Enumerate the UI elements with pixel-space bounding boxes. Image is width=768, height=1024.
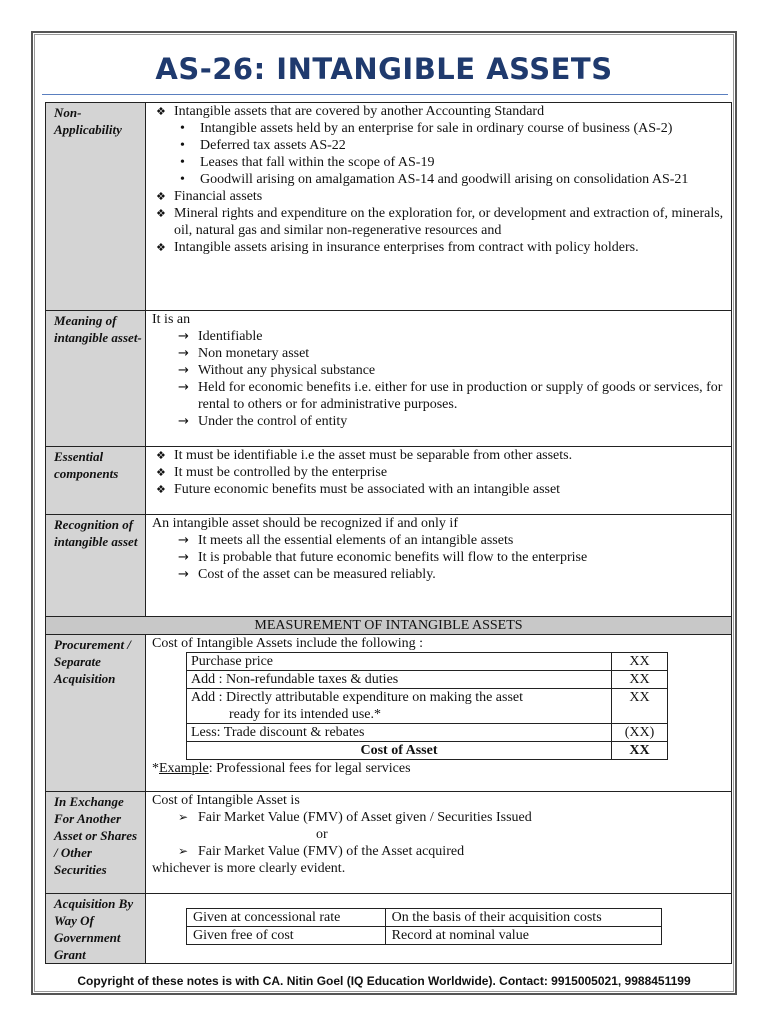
grant-table [186, 908, 662, 945]
recognition-intro: An intangible asset should be recognized if and only if [152, 516, 458, 531]
label-recognition: Recognition of intangible asset [46, 515, 146, 617]
list-item: ❖ Intangible assets arising in insurance enterprises from contract with policy holders. [152, 239, 727, 256]
row-meaning [46, 311, 732, 447]
example-prefix: * [152, 761, 159, 776]
label-meaning: Meaning of intangible asset- [46, 311, 146, 447]
list-item: • Intangible assets held by an enterprise for sale in ordinary course of business (AS-2) [152, 120, 727, 137]
content-procurement [146, 635, 732, 792]
cost-table [186, 652, 668, 760]
table-row [187, 689, 668, 724]
label-non-applicability: Non-Applicability [46, 103, 146, 311]
grant-cell: Record at nominal value [385, 927, 661, 945]
list-item: ➢ Fair Market Value (FMV) of the Asset acquired [152, 843, 727, 860]
cost-label: Add : Non-refundable taxes & duties [187, 671, 612, 689]
table-row [187, 671, 668, 689]
list-item: → Non monetary asset [152, 345, 727, 362]
list-item: ❖ Mineral rights and expenditure on the exploration for, or development and extraction of, minerals, oil, natural gas and similar non-regenerative resources and [152, 205, 727, 239]
list-item: ❖ Financial assets [152, 188, 727, 205]
exchange-intro: Cost of Intangible Asset is [152, 793, 300, 808]
content-meaning [146, 311, 732, 447]
grant-cell: On the basis of their acquisition costs [385, 909, 661, 927]
cost-label: Add : Directly attributable expenditure on making the asset [191, 690, 524, 705]
cost-label-continued: ready for its intended use.* [229, 707, 382, 722]
row-grant [46, 894, 732, 964]
list-item: → Cost of the asset can be measured reliably. [152, 566, 727, 583]
list-item: → It meets all the essential elements of an intangible assets [152, 532, 727, 549]
list-item: → Without any physical substance [152, 362, 727, 379]
section-heading: MEASUREMENT OF INTANGIBLE ASSETS [46, 617, 732, 635]
cost-amount: (XX) [612, 724, 668, 742]
label-procurement: Procurement / Separate Acquisition [46, 635, 146, 792]
cost-total-amount: XX [612, 742, 668, 760]
row-recognition [46, 515, 732, 617]
row-essential [46, 447, 732, 515]
cost-label: Less: Trade discount & rebates [187, 724, 612, 742]
table-row [187, 724, 668, 742]
list-item: ❖ Intangible assets that are covered by another Accounting Standard [152, 103, 727, 120]
exchange-or: or [316, 827, 328, 842]
content-exchange [146, 792, 732, 894]
row-non-applicability [46, 103, 732, 311]
list-item: • Goodwill arising on amalgamation AS-14 and goodwill arising on consolidation AS-21 [152, 171, 727, 188]
cost-amount: XX [612, 671, 668, 689]
cost-amount: XX [612, 653, 668, 671]
row-measurement-heading [46, 617, 732, 635]
procurement-intro: Cost of Intangible Assets include the following : [152, 636, 424, 651]
content-non-applicability [146, 103, 732, 311]
notes-table [45, 102, 732, 964]
cost-amount: XX [612, 689, 668, 724]
list-item: • Leases that fall within the scope of AS-19 [152, 154, 727, 171]
table-row [187, 927, 662, 945]
copyright-footer: Copyright of these notes is with CA. Nitin Goel (IQ Education Worldwide). Contact: 9915005021, 9988451199 [77, 974, 691, 988]
page-title: AS-26: INTANGIBLE ASSETS [155, 52, 613, 86]
list-item: → Under the control of entity [152, 413, 727, 430]
list-item: ❖ It must be identifiable i.e the asset must be separable from other assets. [152, 447, 727, 464]
grant-cell: Given free of cost [187, 927, 386, 945]
label-exchange: In Exchange For Another Asset or Shares / Other Securities [46, 792, 146, 894]
content-essential [146, 447, 732, 515]
cost-label-multiline [187, 689, 612, 724]
cost-total-label: Cost of Asset [187, 742, 612, 760]
grant-cell: Given at concessional rate [187, 909, 386, 927]
content-grant [146, 894, 732, 964]
list-item: • Deferred tax assets AS-22 [152, 137, 727, 154]
label-grant: Acquisition By Way Of Government Grant [46, 894, 146, 964]
meaning-intro: It is an [152, 312, 191, 327]
example-note [152, 760, 727, 777]
row-exchange [46, 792, 732, 894]
table-row [187, 653, 668, 671]
table-row-total [187, 742, 668, 760]
exchange-outro: whichever is more clearly evident. [152, 861, 346, 876]
table-row [187, 909, 662, 927]
list-item: → Identifiable [152, 328, 727, 345]
title-underline [42, 94, 728, 95]
content-recognition [146, 515, 732, 617]
list-item: ❖ It must be controlled by the enterprise [152, 464, 727, 481]
list-item: ➢ Fair Market Value (FMV) of Asset given / Securities Issued [152, 809, 727, 826]
label-essential: Essential components [46, 447, 146, 515]
list-item: ❖ Future economic benefits must be associated with an intangible asset [152, 481, 727, 498]
example-word: Example [159, 761, 209, 776]
cost-label: Purchase price [187, 653, 612, 671]
list-item: → It is probable that future economic benefits will flow to the enterprise [152, 549, 727, 566]
list-item: → Held for economic benefits i.e. either for use in production or supply of goods or services, for rental to others or for administrative purposes. [152, 379, 727, 413]
row-procurement [46, 635, 732, 792]
example-text: : Professional fees for legal services [208, 761, 411, 776]
